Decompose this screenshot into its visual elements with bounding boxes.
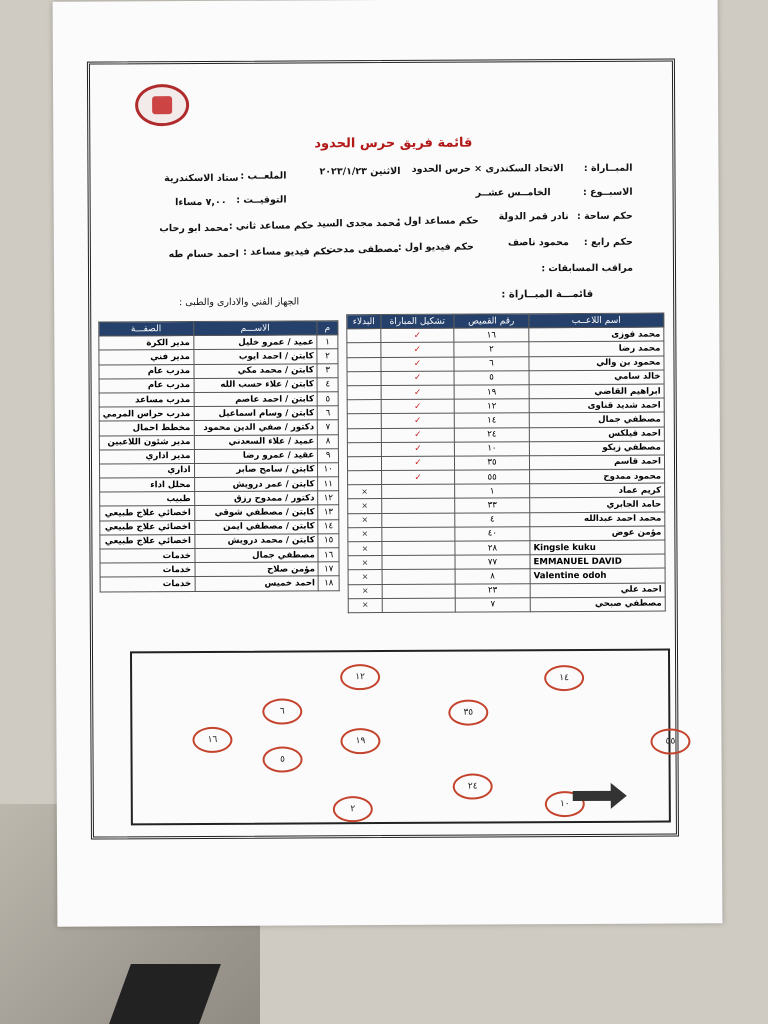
player-number: ١٩ [454,385,529,400]
player-starter-mark [382,513,455,528]
assistant1-value: محمد مجدى السيد [316,217,401,230]
staff-row [100,463,339,478]
staff-no: ١٠ [318,463,339,477]
staff-name: كابتن / سامح صابر [194,463,318,478]
staff-name: كابتن / مصطفي ايمن [194,519,318,534]
observer-label: مراقب المسابقات : [541,262,634,275]
avar-value: احمد حسام طه [168,248,239,261]
player-number: ٦ [454,356,529,371]
staff-no: ٥ [317,392,338,406]
staff-role: مدرب حراس المرمي [99,407,194,422]
staff-no: ٤ [317,378,338,392]
player-starter-mark: ✓ [381,385,454,400]
staff-role: محلل اداء [100,478,195,493]
staff-no: ٦ [318,406,339,420]
staff-role: اخصائي علاج طبيعي [100,520,195,535]
staff-role: مدرب عام [99,378,194,393]
player-number: ٢٣ [455,583,530,598]
player-number: ٣٣ [455,498,530,513]
staff-row [100,548,339,563]
avar-label: حكم فيديو مساعد : [243,246,333,258]
player-number: ٢٤ [454,427,529,442]
staff-no: ٧ [318,420,339,434]
player-sub-mark: × [348,499,382,513]
assistant2-value: محمد ابو رحاب [159,222,229,235]
player-name: مصطفي زيكو [529,441,664,456]
player-number: ٤٠ [455,527,530,542]
staff-row [100,576,339,591]
staff-col-role: الصفـــة [99,322,194,337]
main-referee-value: نادر قمر الدولة [498,211,569,223]
player-number: ٨ [455,569,530,584]
player-name: احمد علي [530,583,665,598]
player-number: ٧ [455,598,530,613]
player-number: ١٠ [454,441,529,456]
player-starter-mark [382,598,455,613]
formation-position: ١٠ [545,791,585,817]
staff-name: كابتن / عمر درويش [194,477,318,492]
player-starter-mark: ✓ [381,328,454,343]
page-title: قائمة فريق حرس الحدود [314,135,473,152]
player-number: ١٤ [454,413,529,428]
staff-name: مصطفي جمال [194,548,318,563]
club-logo [135,84,189,126]
staff-role: اخصائي علاج طبيعي [100,534,195,549]
player-starter-mark: ✓ [381,456,454,471]
player-name: محمود ممدوح [530,469,665,484]
staff-no: ١٢ [318,491,339,505]
players-col-name: اسم اللاعــب [529,313,664,328]
player-name: احمد شديد قناوى [529,398,664,413]
staff-row [99,378,338,393]
player-name: مصطفي جمال [529,412,664,427]
paper-sheet [53,0,723,927]
staff-role: طبيب [100,492,195,507]
formation-pitch [130,649,676,826]
player-starter-mark [382,499,455,514]
time-label: التوقيــت : [236,194,287,206]
week-value: الخامــس عشــر [475,187,551,199]
player-sub-mark: × [348,584,382,598]
staff-no: ١١ [318,477,339,491]
staff-name: عميد / علاء السعدني [194,434,318,449]
player-row [348,597,665,613]
player-sub-mark [347,400,381,414]
player-name: Valentine odoh [530,568,665,583]
player-number: ١٦ [454,328,529,343]
staff-row [100,562,339,577]
player-starter-mark [382,541,455,556]
staff-name: دكتور / صفي الدين محمود [194,420,318,435]
players-col-lineup: تشكيل المباراة [381,314,454,329]
player-name: محمد احمد عبدالله [530,512,665,527]
staff-row [99,335,338,350]
staff-row [99,434,338,449]
player-sub-mark [347,343,381,357]
player-number: ٢٨ [455,541,530,556]
player-sub-mark: × [348,527,382,541]
formation-position: ٥٥ [650,728,690,754]
stadium-label: الملعــب : [240,170,287,182]
player-name: ابراهيم القاضي [529,384,664,399]
staff-role: اخصائي علاج طبيعي [100,506,195,521]
player-number: ٤ [455,512,530,527]
staff-name: كابتن / احمد ايوب [193,349,317,364]
staff-role: خدمات [100,577,195,592]
player-name: كريم عماد [530,483,665,498]
player-number: ٢ [454,342,529,357]
direction-arrow-icon [573,791,613,801]
staff-col-no: م [317,321,338,335]
staff-table [98,320,339,592]
formation-position: ١٩ [340,728,380,754]
player-number: ٥٥ [455,470,530,485]
player-number: ٧٧ [455,555,530,570]
staff-name: كابتن / احمد عاصم [194,392,318,407]
player-starter-mark [382,570,455,585]
players-table [346,313,666,614]
staff-row [99,363,338,378]
match-date: الاثنين ٢٠٢٣/١/٢٣ [319,165,401,178]
staff-name: مؤمن صلاح [195,562,319,577]
staff-role: خدمات [100,563,195,578]
formation-position: ١٢ [340,664,380,690]
player-starter-mark: ✓ [381,399,454,414]
player-starter-mark: ✓ [381,428,454,443]
fourth-referee-value: محمود ناصف [507,237,569,249]
assistant1-label: حكم مساعد اول : [396,215,479,227]
staff-role: مدرب عام [99,364,194,379]
main-referee-label: حكم ساحة : [576,210,633,223]
var-value: مصطفى مدحت [326,243,399,256]
player-sub-mark: × [348,598,382,612]
player-sub-mark: × [348,485,382,499]
staff-name: احمد خميس [195,576,319,591]
staff-no: ٣ [317,363,338,377]
formation-position: ١٤ [544,665,584,691]
player-starter-mark: ✓ [381,442,454,457]
formation-position: ٢ [333,796,373,822]
staff-name: كابتن / علاء حسب الله [194,378,318,393]
player-sub-mark: × [348,513,382,527]
staff-no: ١٤ [318,519,339,533]
player-starter-mark: ✓ [381,371,454,386]
staff-role: اداري [100,463,195,478]
staff-name: دكتور / ممدوح رزق [194,491,318,506]
player-sub-mark [347,371,381,385]
staff-col-name: الاســـم [193,321,317,336]
player-starter-mark: ✓ [381,413,454,428]
player-number: ٣٥ [454,456,529,471]
staff-row [100,519,339,534]
player-sub-mark: × [348,556,382,570]
staff-role: مدير فني [99,350,194,365]
var-label: حكم فيديو اول : [397,241,474,253]
player-sub-mark [347,456,381,470]
staff-name: كابتن / مصطفي شوقي [194,505,318,520]
staff-list-label: الجهاز الفني والادارى والطبى : [178,296,300,309]
match-value: الاتحاد السكندرى × حرس الحدود [411,163,564,175]
staff-row [100,534,339,549]
formation-position: ٢٤ [453,773,493,799]
staff-role: مخطط احمال [99,421,194,436]
players-col-subs: البدلاء [347,315,381,329]
formation-position: ٣٥ [448,699,488,725]
stadium-value: ستاد الاسكندرية [164,172,239,185]
player-name: مؤمن عوض [530,526,665,541]
staff-no: ١٨ [318,576,339,590]
player-name: محمود بن والي [529,356,664,371]
staff-row [99,420,338,435]
formation-position: ٦ [262,698,302,724]
staff-role: مدير شئون اللاعبين [99,435,194,450]
staff-role: خدمات [100,549,195,564]
staff-no: ٢ [317,349,338,363]
staff-no: ١ [317,335,338,349]
player-name: EMMANUEL DAVID [530,554,665,569]
player-name: احمد قاسم [529,455,664,470]
staff-role: مدير الكرة [99,336,194,351]
staff-name: كابتن / محمد مكي [193,363,317,378]
player-sub-mark: × [348,542,382,556]
player-name: خالد سامي [529,370,664,385]
staff-no: ١٣ [318,505,339,519]
player-name: Kingsle kuku [530,540,665,555]
staff-role: مدرب مساعد [99,392,194,407]
staff-name: كابتن / وسام اسماعيل [194,406,318,421]
staff-role: مدير اداري [99,449,194,464]
staff-name: كابتن / محمد درويش [194,534,318,549]
fourth-referee-label: حكم رابع : [583,236,633,248]
player-name: حامد الجابري [530,497,665,512]
player-number: ٥ [454,371,529,386]
player-starter-mark [382,527,455,542]
player-name: محمد فوزى [529,327,664,342]
player-name: احمد فيلكس [529,427,664,442]
player-sub-mark [347,385,381,399]
player-sub-mark [347,414,381,428]
formation-position: ٥ [262,746,302,772]
staff-name: عميد / عمرو خليل [193,335,317,350]
formation-position: ١٦ [192,727,232,753]
staff-no: ١٦ [318,548,339,562]
time-value: ٧,٠٠ مساءا [175,196,227,209]
player-starter-mark [382,584,455,599]
player-name: محمد رضا [529,341,664,356]
staff-no: ١٧ [318,562,339,576]
match-list-label: قائمـــة المبــاراة : [501,288,594,301]
staff-no: ٩ [318,448,339,462]
staff-no: ١٥ [318,534,339,548]
player-sub-mark [348,471,382,485]
player-starter-mark: ✓ [382,470,455,485]
player-starter-mark [382,484,455,499]
match-label: المبــاراة : [583,162,633,174]
player-sub-mark: × [348,570,382,584]
player-name: مصطفي صبحي [530,597,665,612]
staff-row [99,349,338,364]
player-starter-mark [382,555,455,570]
staff-row [99,448,338,463]
player-number: ١٢ [454,399,529,414]
player-sub-mark [347,442,381,456]
staff-name: عقيد / عمرو رضا [194,449,318,464]
staff-row [99,406,338,421]
assistant2-label: حكم مساعد ثاني : [228,220,314,232]
players-col-number: رقم القميص [454,314,529,329]
staff-row [100,477,339,492]
player-sub-mark [347,428,381,442]
staff-row [99,392,338,407]
week-label: الاسبــوع : [582,186,633,198]
player-sub-mark [347,329,381,343]
player-starter-mark: ✓ [381,357,454,372]
staff-row [100,505,339,520]
player-sub-mark [347,357,381,371]
player-number: ١ [455,484,530,499]
staff-row [100,491,339,506]
staff-no: ٨ [318,434,339,448]
player-starter-mark: ✓ [381,343,454,358]
staff-header-row [99,321,338,336]
